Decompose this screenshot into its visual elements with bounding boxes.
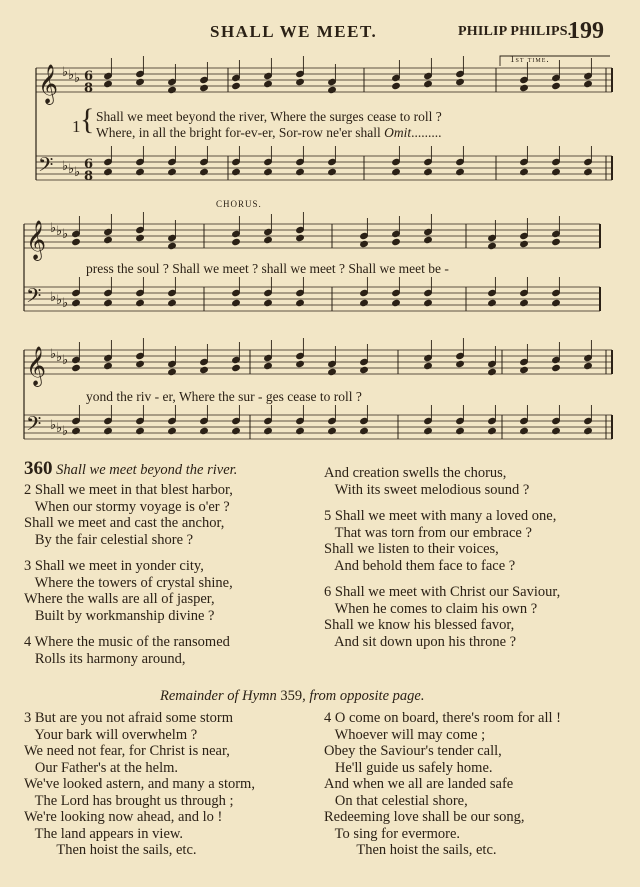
composer-name: PHILIP PHILIPS. xyxy=(458,24,572,39)
notehead xyxy=(264,168,273,175)
notehead xyxy=(392,238,401,245)
notehead xyxy=(200,366,209,373)
notehead xyxy=(168,168,177,175)
flat-icon: ♭ xyxy=(74,165,81,180)
notehead xyxy=(552,427,561,434)
notehead xyxy=(104,80,113,87)
notehead xyxy=(360,427,369,434)
hymn-line: Obey the Saviour's tender call, xyxy=(324,743,502,759)
notehead xyxy=(136,299,145,306)
flat-icon: ♭ xyxy=(62,353,69,368)
notehead xyxy=(136,78,145,85)
notehead xyxy=(168,299,177,306)
notehead xyxy=(136,360,145,367)
notehead xyxy=(520,427,529,434)
notehead xyxy=(104,299,113,306)
flat-icon: ♭ xyxy=(56,224,63,239)
notehead xyxy=(232,364,241,371)
notehead xyxy=(296,427,305,434)
notehead xyxy=(264,80,273,87)
notehead xyxy=(488,242,497,249)
notehead xyxy=(488,299,497,306)
hymn-line: Then hoist the sails, etc. xyxy=(24,842,197,858)
notehead xyxy=(392,168,401,175)
notehead xyxy=(424,236,433,243)
notehead xyxy=(584,362,593,369)
hymn-line: Shall we listen to their voices, xyxy=(324,541,499,557)
hymn-line: We need not fear, for Christ is near, xyxy=(24,743,230,759)
page-number: 199 xyxy=(568,18,604,44)
notehead xyxy=(424,80,433,87)
notehead xyxy=(392,299,401,306)
notehead xyxy=(520,366,529,373)
verse-brace: { xyxy=(80,103,95,136)
notehead xyxy=(296,299,305,306)
notehead xyxy=(200,427,209,434)
treble-clef-icon: 𝄞 xyxy=(38,64,59,104)
hymn-line: When our stormy voyage is o'er ? xyxy=(24,498,230,515)
hymn-line: And behold them face to face ? xyxy=(324,557,516,574)
notehead xyxy=(168,368,177,375)
bass-clef-icon: 𝄢 xyxy=(26,412,42,440)
hymn-360-right-column xyxy=(324,465,560,650)
verse-number: 1 xyxy=(72,117,81,136)
flat-icon: ♭ xyxy=(56,421,63,436)
time-signature: 8 xyxy=(84,169,94,184)
chorus-label: CHORUS. xyxy=(216,199,262,209)
notehead xyxy=(360,240,369,247)
notehead xyxy=(136,234,145,241)
hymn-line xyxy=(24,624,233,634)
notehead xyxy=(104,427,113,434)
notehead xyxy=(520,168,529,175)
notehead xyxy=(296,360,305,367)
notehead xyxy=(296,78,305,85)
notehead xyxy=(104,362,113,369)
flat-icon: ♭ xyxy=(50,290,57,305)
time-signature: 8 xyxy=(84,81,94,96)
flat-icon: ♭ xyxy=(62,65,69,80)
hymn-line: To sing for evermore. xyxy=(324,825,461,842)
omit-mark: Omit xyxy=(384,125,412,140)
notehead xyxy=(328,427,337,434)
first-time-label: 1st time. xyxy=(510,54,550,64)
hymn-line: 2 Shall we meet in that blest harbor, xyxy=(24,482,233,498)
notehead xyxy=(456,168,465,175)
notehead xyxy=(360,366,369,373)
notehead xyxy=(552,238,561,245)
notehead xyxy=(488,427,497,434)
time-signature: 6 xyxy=(84,157,94,172)
notehead xyxy=(552,82,561,89)
hymn-line: Your bark will overwhelm ? xyxy=(24,726,198,743)
lyric-line-1: Shall we meet beyond the river, Where the surges cease to roll ? xyxy=(96,109,442,124)
lyric-line-2: Where, in all the bright for-ev-er, Sor-row ne'er shall Omit......... xyxy=(96,125,442,140)
hymn-line: Shall we meet and cast the anchor, xyxy=(24,515,225,531)
hymn-line: Our Father's at the helm. xyxy=(24,759,179,776)
notehead xyxy=(264,236,273,243)
hymn-line xyxy=(324,574,560,584)
hymn-line: 4 O come on board, there's room for all ! xyxy=(324,710,561,726)
treble-clef-icon: 𝄞 xyxy=(26,346,47,386)
hymn-line: On that celestial shore, xyxy=(324,792,468,809)
notehead xyxy=(168,86,177,93)
notehead xyxy=(232,238,241,245)
hymn-line: Where the walls are all of jasper, xyxy=(24,591,215,607)
page-title: SHALL WE MEET. xyxy=(210,22,378,41)
notehead xyxy=(328,86,337,93)
notehead xyxy=(456,78,465,85)
hymn-line: That was torn from our embrace ? xyxy=(324,524,532,541)
flat-icon: ♭ xyxy=(50,221,57,236)
flat-icon: ♭ xyxy=(68,162,75,177)
hymn-line: He'll guide us safely home. xyxy=(324,759,493,776)
notehead xyxy=(552,168,561,175)
remainder-right-column xyxy=(324,710,561,859)
notehead xyxy=(264,362,273,369)
notehead xyxy=(584,80,593,87)
notehead xyxy=(232,168,241,175)
hymn-line: By the fair celestial shore ? xyxy=(24,531,194,548)
lyric-line-3: press the soul ? Shall we meet ? shall we meet ? Shall we meet be - xyxy=(86,261,449,276)
remainder-left-column xyxy=(24,710,255,859)
notehead xyxy=(264,299,273,306)
notehead xyxy=(136,427,145,434)
flat-icon: ♭ xyxy=(62,424,69,439)
flat-icon: ♭ xyxy=(62,227,69,242)
notehead xyxy=(328,368,337,375)
flat-icon: ♭ xyxy=(56,350,63,365)
bass-clef-icon: 𝄢 xyxy=(26,284,42,312)
notehead xyxy=(136,168,145,175)
hymn-line: When he comes to claim his own ? xyxy=(324,600,538,617)
hymn-360-header xyxy=(24,458,238,479)
notehead xyxy=(392,82,401,89)
notehead xyxy=(456,360,465,367)
notehead xyxy=(72,299,81,306)
notehead xyxy=(232,299,241,306)
flat-icon: ♭ xyxy=(50,418,57,433)
hymn-line: 3 Shall we meet in yonder city, xyxy=(24,558,204,574)
hymn-line: Shall we know his blessed favor, xyxy=(324,617,515,633)
notehead xyxy=(104,236,113,243)
hymn-line: Whoever will may come ; xyxy=(324,726,486,743)
notehead xyxy=(168,242,177,249)
notehead xyxy=(520,84,529,91)
hymn-line: 6 Shall we meet with Christ our Saviour, xyxy=(324,584,561,600)
remainder-heading: Remainder of Hymn 359, from opposite page. xyxy=(160,688,425,704)
notehead xyxy=(296,168,305,175)
hymn-line: Redeeming love shall be our song, xyxy=(324,809,525,825)
hymn-line: With its sweet melodious sound ? xyxy=(324,481,530,498)
notehead xyxy=(424,427,433,434)
flat-icon: ♭ xyxy=(68,68,75,83)
hymn-line: Rolls its harmony around, xyxy=(24,650,186,667)
hymn-line xyxy=(324,498,560,508)
notehead xyxy=(424,362,433,369)
lyric-line-4: yond the riv - er, Where the sur - ges cease to roll ? xyxy=(86,389,362,404)
hymn-line: Where the towers of crystal shine, xyxy=(24,574,233,591)
hymn-line: And sit down upon his throne ? xyxy=(324,633,517,650)
notehead xyxy=(424,299,433,306)
notehead xyxy=(72,364,81,371)
notehead xyxy=(552,364,561,371)
flat-icon: ♭ xyxy=(74,71,81,86)
hymn-line: Built by workmanship divine ? xyxy=(24,607,215,624)
hymn-line: 3 But are you not afraid some storm xyxy=(24,710,233,726)
flat-icon: ♭ xyxy=(56,293,63,308)
notehead xyxy=(520,299,529,306)
hymn-line: 5 Shall we meet with many a loved one, xyxy=(324,508,557,524)
hymn-number: 360 xyxy=(24,458,53,479)
notehead xyxy=(168,427,177,434)
notehead xyxy=(200,84,209,91)
notehead xyxy=(488,368,497,375)
flat-icon: ♭ xyxy=(62,296,69,311)
hymn-line: The Lord has brought us through ; xyxy=(24,792,234,809)
bass-clef-icon: 𝄢 xyxy=(38,153,54,181)
hymn-line: 4 Where the music of the ransomed xyxy=(24,634,230,650)
notehead xyxy=(328,168,337,175)
notehead xyxy=(360,299,369,306)
notehead xyxy=(264,427,273,434)
notehead xyxy=(72,427,81,434)
flat-icon: ♭ xyxy=(50,347,57,362)
hymn-line: And when we all are landed safe xyxy=(324,776,514,792)
notehead xyxy=(104,168,113,175)
notehead xyxy=(232,82,241,89)
notehead xyxy=(200,168,209,175)
flat-icon: ♭ xyxy=(62,159,69,174)
treble-clef-icon: 𝄞 xyxy=(26,220,47,260)
hymn-360-left-column xyxy=(24,482,233,667)
notehead xyxy=(552,299,561,306)
hymn-line: The land appears in view. xyxy=(24,825,184,842)
hymn-line: We've looked astern, and many a storm, xyxy=(24,776,255,792)
notehead xyxy=(520,240,529,247)
notehead xyxy=(72,238,81,245)
notehead xyxy=(456,427,465,434)
notehead xyxy=(296,234,305,241)
notehead xyxy=(584,168,593,175)
hymn-line xyxy=(24,548,233,558)
hymn-line: And creation swells the chorus, xyxy=(324,465,507,481)
hymn-title: Shall we meet beyond the river. xyxy=(56,462,238,478)
notehead xyxy=(584,427,593,434)
hymn-line: We're looking now ahead, and lo ! xyxy=(24,809,223,825)
time-signature: 6 xyxy=(84,69,94,84)
notehead xyxy=(424,168,433,175)
hymn-line: Then hoist the sails, etc. xyxy=(324,842,497,858)
notehead xyxy=(232,427,241,434)
